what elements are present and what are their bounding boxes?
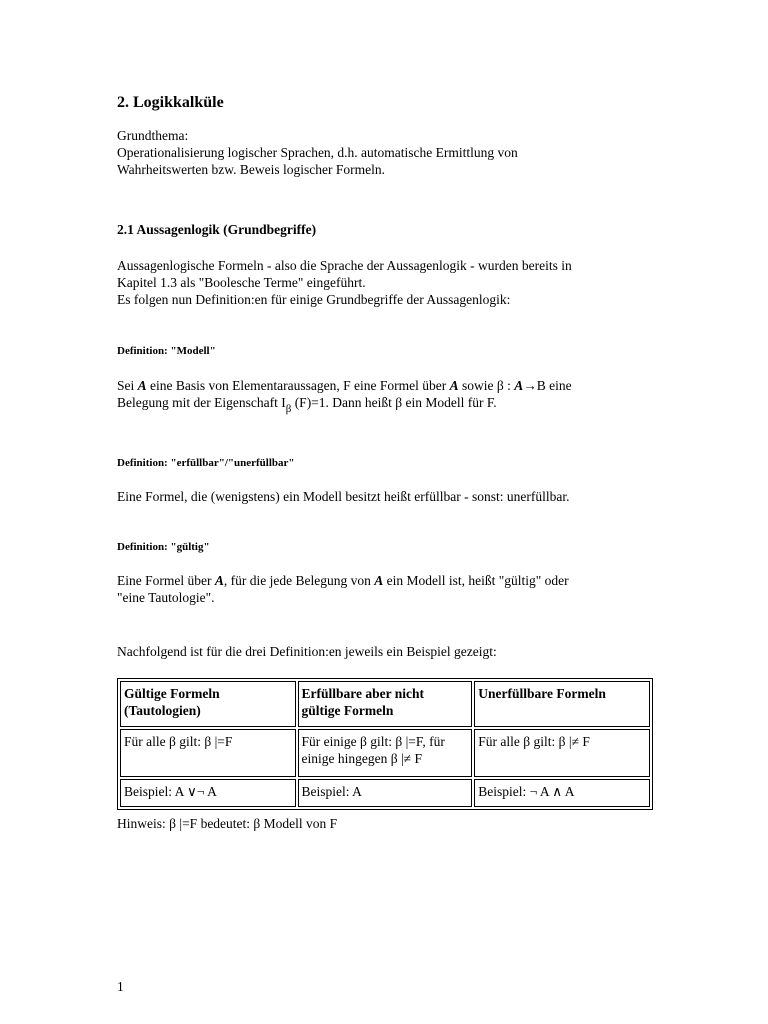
table-cell: Beispiel: A ∨¬ A: [120, 779, 296, 807]
section-line-2: Kapitel 1.3 als "Boolesche Terme" eingeführt.: [117, 275, 366, 290]
table-row: [120, 779, 650, 807]
example-intro: Nachfolgend ist für die drei Definition:en jeweils ein Beispiel gezeigt:: [117, 644, 497, 659]
definition-gueltig-line-1: Eine Formel über A, für die jede Belegung von A ein Modell ist, heißt "gültig" oder: [117, 573, 569, 588]
table-header-cell: Unerfüllbare Formeln: [474, 681, 650, 727]
definition-erfuellbar-heading: Definition: "erfüllbar"/"unerfüllbar": [117, 457, 295, 469]
page-number: 1: [117, 979, 124, 994]
chapter-title: 2. Logikkalküle: [117, 94, 224, 111]
definition-gueltig-line-2: "eine Tautologie".: [117, 590, 215, 605]
definition-modell-line-1: Sei A eine Basis von Elementaraussagen, F eine Formel über A sowie β : A→B eine: [117, 378, 572, 393]
definition-gueltig-heading: Definition: "gültig": [117, 541, 210, 553]
definition-gueltig-text: [117, 572, 657, 606]
beta-subscript: β: [285, 403, 292, 415]
definition-modell-heading: Definition: "Modell": [117, 345, 216, 357]
section-paragraph: [117, 257, 657, 308]
section-line-1: Aussagenlogische Formeln - also die Sprache der Aussagenlogik - wurden bereits in: [117, 258, 572, 273]
table-cell: Für alle β gilt: β |≠ F: [474, 729, 650, 777]
intro-paragraph: [117, 127, 657, 178]
intro-line-1: Grundthema:: [117, 128, 189, 143]
examples-table: [117, 678, 653, 810]
table-cell: Für alle β gilt: β |=F: [120, 729, 296, 777]
definition-modell-text: [117, 377, 657, 415]
table-header-cell: Gültige Formeln (Tautologien): [120, 681, 296, 727]
definition-erfuellbar-text: Eine Formel, die (wenigstens) ein Modell besitzt heißt erfüllbar - sonst: unerfüllbar.: [117, 489, 570, 504]
table-note: Hinweis: β |=F bedeutet: β Modell von F: [117, 816, 338, 831]
intro-line-2: Operationalisierung logischer Sprachen, d.h. automatische Ermittlung von: [117, 145, 518, 160]
table-cell: Beispiel: ¬ A ∧ A: [474, 779, 650, 807]
table-cell: Beispiel: A: [298, 779, 473, 807]
table-cell: Für einige β gilt: β |=F, für einige hingegen β |≠ F: [298, 729, 473, 777]
intro-line-3: Wahrheitswerten bzw. Beweis logischer Formeln.: [117, 162, 385, 177]
table-header-cell: Erfüllbare aber nicht gültige Formeln: [298, 681, 473, 727]
definition-modell-line-2: Belegung mit der Eigenschaft $I_\beta$ (F)=1. Dann heißt β ein Modell für F.: [117, 395, 497, 415]
section-heading: 2.1 Aussagenlogik (Grundbegriffe): [117, 222, 317, 237]
table-row: [120, 729, 650, 777]
table-header-row: [120, 681, 650, 727]
section-line-3: Es folgen nun Definition:en für einige Grundbegriffe der Aussagenlogik:: [117, 292, 511, 307]
